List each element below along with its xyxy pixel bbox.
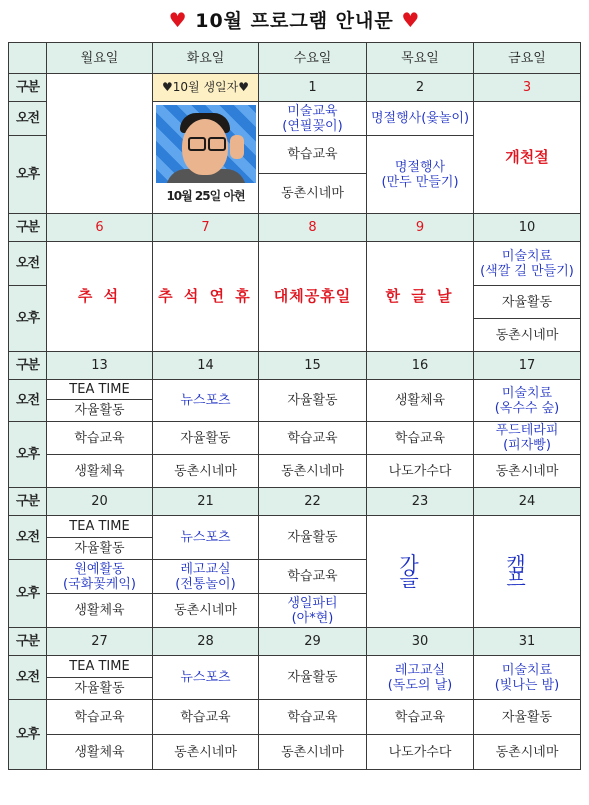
row-label-pm: 오후 [9, 422, 47, 488]
program-cell: 자율활동 [474, 700, 581, 735]
schedule-table [8, 42, 581, 770]
program-cell: 동촌시네마 [153, 455, 259, 488]
program-cell: 학습교육 [259, 700, 367, 735]
day-header: 화요일 [153, 43, 259, 74]
program-cell: 명절행사 (만두 만들기) [367, 136, 474, 214]
program-cell: 미술치료 (빛나는 밤) [474, 656, 581, 700]
holiday-cell: 대체공휴일 [259, 242, 367, 352]
row-label-pm: 오후 [9, 136, 47, 214]
program-cell: 생활체육 [47, 735, 153, 770]
date-cell: 17 [474, 352, 581, 380]
date-cell: 16 [367, 352, 474, 380]
program-cell: 뉴스포츠 [153, 516, 259, 560]
row-label-gubun: 구분 [9, 488, 47, 516]
program-cell: TEA TIME [47, 516, 153, 538]
program-cell: 원예활동 (국화꽃케익) [47, 560, 153, 594]
program-cell: 자율활동 [259, 380, 367, 422]
date-cell: 28 [153, 628, 259, 656]
program-cell: 학습교육 [259, 560, 367, 594]
title-text: 10월 프로그램 안내문 [195, 10, 394, 32]
program-cell: 학습교육 [47, 422, 153, 455]
program-cell: 동촌시네마 [153, 735, 259, 770]
date-cell: 22 [259, 488, 367, 516]
holiday-cell: 한 글 날 [367, 242, 474, 352]
birthday-photo [156, 105, 256, 183]
program-cell: 동촌시네마 [259, 455, 367, 488]
row-label-pm: 오후 [9, 560, 47, 628]
program-cell: 생활체육 [367, 380, 474, 422]
program-cell: 생활체육 [47, 594, 153, 628]
program-cell: 자율활동 [259, 516, 367, 560]
empty-cell [47, 74, 153, 214]
program-cell: 학습교육 [47, 700, 153, 735]
row-label-am: 오전 [9, 102, 47, 136]
date-cell: 30 [367, 628, 474, 656]
date-cell: 9 [367, 214, 474, 242]
program-cell: 학습교육 [153, 700, 259, 735]
row-label-pm: 오후 [9, 700, 47, 770]
program-cell: 뉴스포츠 [153, 380, 259, 422]
program-cell: 학습교육 [259, 136, 367, 174]
program-cell: 푸드테라피 (피자빵) [474, 422, 581, 455]
program-cell: 동촌시네마 [153, 594, 259, 628]
row-label-am: 오전 [9, 516, 47, 560]
program-cell: 미술교육 (연필꽂이) [259, 102, 367, 136]
heart-icon: ♥ [401, 8, 421, 32]
program-cell: 자율활동 [153, 422, 259, 455]
program-cell: 자율활동 [474, 286, 581, 319]
program-cell: 자율활동 [259, 656, 367, 700]
program-cell: 동촌시네마 [474, 319, 581, 352]
date-cell: 1 [259, 74, 367, 102]
program-cell: 레고교실 (전통놀이) [153, 560, 259, 594]
day-header: 목요일 [367, 43, 474, 74]
program-cell: 자율활동 [47, 538, 153, 560]
row-label-gubun: 구분 [9, 352, 47, 380]
date-cell: 29 [259, 628, 367, 656]
page-title [0, 6, 589, 32]
date-cell: 31 [474, 628, 581, 656]
program-cell: 학습교육 [367, 422, 474, 455]
date-cell: 20 [47, 488, 153, 516]
date-cell: 13 [47, 352, 153, 380]
day-header: 월요일 [47, 43, 153, 74]
row-label-am: 오전 [9, 380, 47, 422]
program-cell: 레고교실 (독도의 날) [367, 656, 474, 700]
birthday-caption: 10월 25일 아현 [166, 189, 245, 203]
program-cell: 학습교육 [367, 700, 474, 735]
program-cell: 뉴스포츠 [153, 656, 259, 700]
row-label-am: 오전 [9, 242, 47, 286]
program-cell: 생활체육 [47, 455, 153, 488]
row-label-gubun: 구분 [9, 74, 47, 102]
date-cell: 27 [47, 628, 153, 656]
program-cell: 동촌시네마 [474, 455, 581, 488]
birthday-banner: ♥10월 생일자♥ [153, 74, 259, 102]
date-cell: 15 [259, 352, 367, 380]
date-cell: 21 [153, 488, 259, 516]
date-cell: 3 [474, 74, 581, 102]
holiday-cell: 추 석 [47, 242, 153, 352]
date-cell: 14 [153, 352, 259, 380]
program-cell: 미술치료 (색깔 길 만들기) [474, 242, 581, 286]
row-label-pm: 오후 [9, 286, 47, 352]
program-cell: 나도가수다 [367, 455, 474, 488]
program-cell: 동촌시네마 [259, 174, 367, 214]
program-cell: 나도가수다 [367, 735, 474, 770]
camp-cell-right: 캠 프 [474, 516, 581, 628]
date-cell: 10 [474, 214, 581, 242]
program-cell: 미술치료 (옥수수 숲) [474, 380, 581, 422]
program-cell: 학습교육 [259, 422, 367, 455]
heart-icon: ♥ [168, 8, 188, 32]
row-label-gubun: 구분 [9, 628, 47, 656]
date-cell: 2 [367, 74, 474, 102]
date-cell: 23 [367, 488, 474, 516]
birthday-photo-cell [153, 102, 259, 214]
program-cell: TEA TIME [47, 380, 153, 400]
day-header: 금요일 [474, 43, 581, 74]
program-cell: 명절행사(윷놀이) [367, 102, 474, 136]
program-cell: 생일파티 (아*현) [259, 594, 367, 628]
date-cell: 24 [474, 488, 581, 516]
program-cell: TEA TIME [47, 656, 153, 678]
day-header: 수요일 [259, 43, 367, 74]
holiday-cell: 개천절 [474, 102, 581, 214]
date-cell: 6 [47, 214, 153, 242]
date-cell: 7 [153, 214, 259, 242]
row-label-gubun: 구분 [9, 214, 47, 242]
row-label-am: 오전 [9, 656, 47, 700]
holiday-cell: 추 석 연 휴 [153, 242, 259, 352]
date-cell: 8 [259, 214, 367, 242]
corner-cell [9, 43, 47, 74]
camp-cell-left: 가 을 [367, 516, 474, 628]
program-cell: 동촌시네마 [259, 735, 367, 770]
program-cell: 자율활동 [47, 400, 153, 422]
program-cell: 동촌시네마 [474, 735, 581, 770]
program-cell: 자율활동 [47, 678, 153, 700]
